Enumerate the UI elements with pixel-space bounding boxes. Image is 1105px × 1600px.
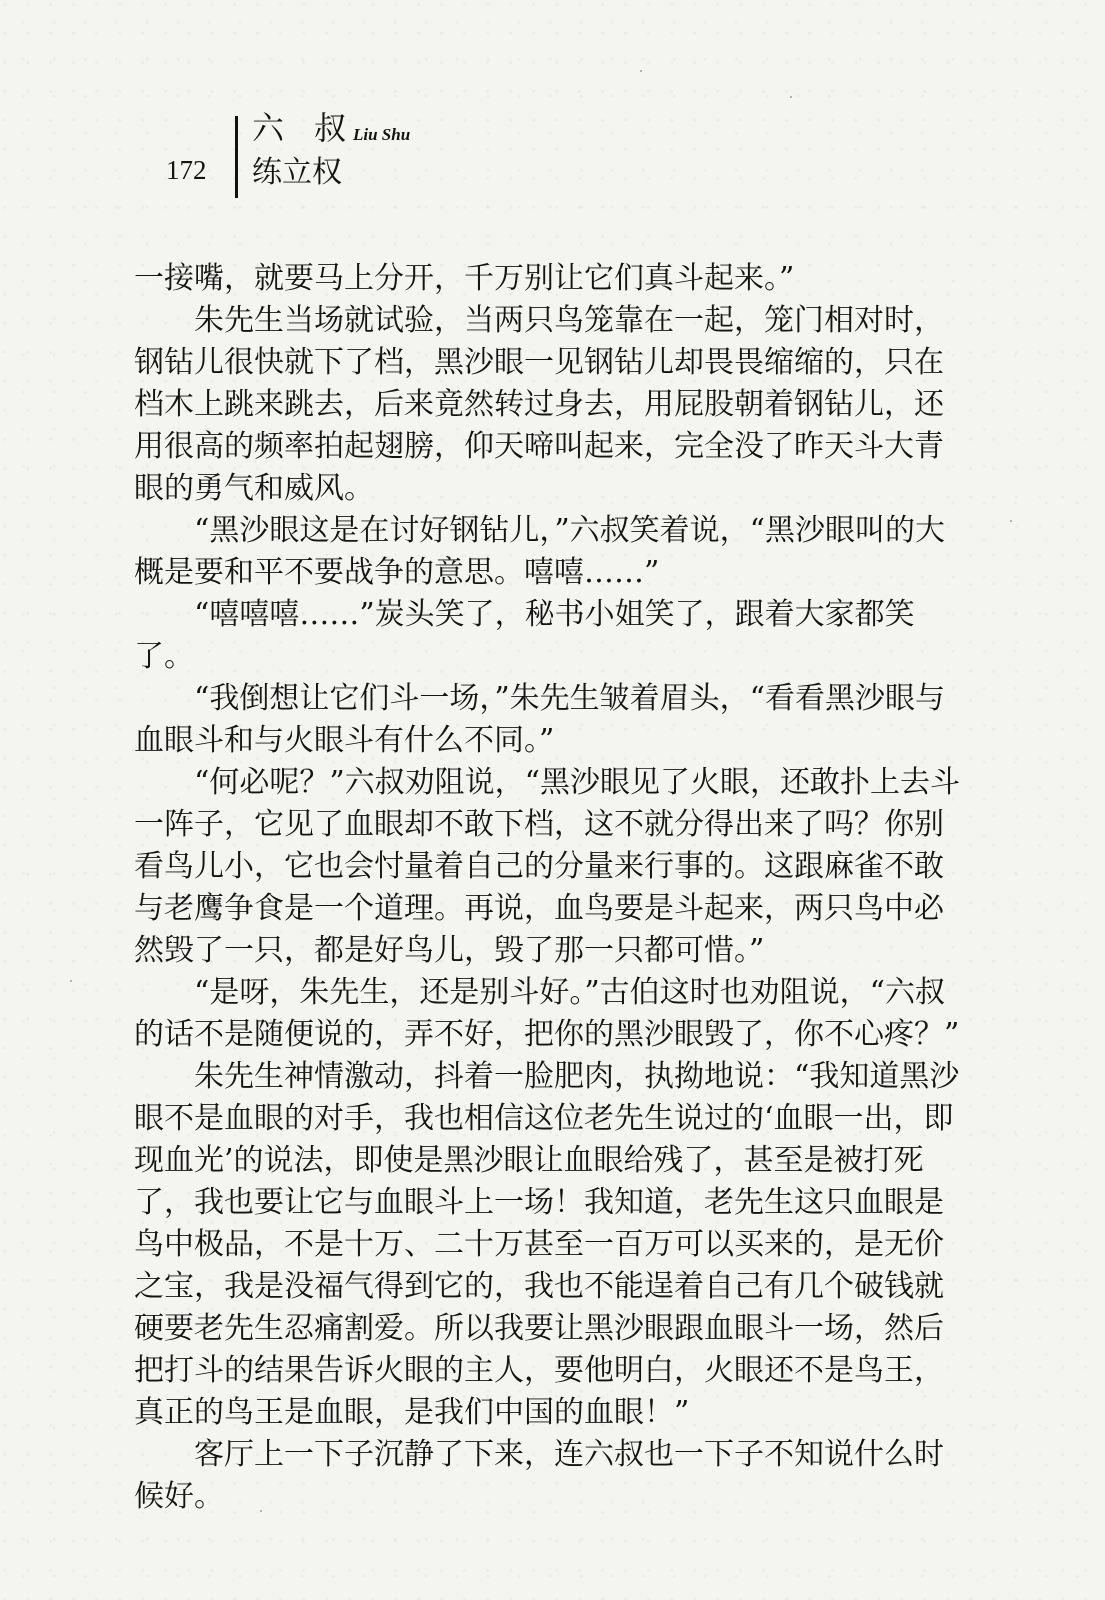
scan-speckle bbox=[640, 70, 642, 72]
paragraph-4: “嘻嘻嘻……”炭头笑了，秘书小姐笑了，跟着大家都笑了。 bbox=[134, 597, 915, 674]
scan-speckle bbox=[260, 1510, 262, 1512]
paragraph-8: 朱先生神情激动，抖着一脸肥肉，执拗地说：“我知道黑沙眼不是血眼的对手，我也相信这位老先生说过的‘血眼一出，即现血光’的说法，即使是黑沙眼让血眼给残了，甚至是被打死了，我也要让它与血眼斗上一场！我知道，老先生这只血眼是鸟中极品，不是十万、二十万甚至一百万可以买来的，是无价之宝，我是没福气得到它的，我也不能逞着自己有几个破钱就硬要老先生忍痛割爱。所以我要让黑沙眼跟血眼斗一场，然后把打斗的结果告诉火眼的主人，要他明白，火眼还不是鸟王，真正的鸟王是血眼，是我们中国的血眼！” bbox=[134, 1059, 960, 1430]
running-header bbox=[160, 109, 480, 202]
paragraph-5: “我倒想让它们斗一场，”朱先生皱着眉头，“看看黑沙眼与血眼斗和与火眼斗有什么不同。” bbox=[134, 681, 946, 758]
story-title: 六 叔 bbox=[252, 109, 357, 147]
scan-speckle bbox=[70, 980, 72, 982]
paragraph-7: “是呀，朱先生，还是别斗好。”古伯这时也劝阻说，“六叔的话不是随便说的，弄不好，把你的黑沙眼毁了，你不心疼？” bbox=[134, 975, 960, 1052]
paragraph-6: “何必呢？”六叔劝阻说，“黑沙眼见了火眼，还敢扑上去斗一阵子，它见了血眼却不敢下档，这不就分得出来了吗？你别看鸟儿小，它也会忖量着自己的分量来行事的。这跟麻雀不敢与老鹰争食是一个道理。再说，血鸟要是斗起来，两只鸟中必然毁了一只，都是好鸟儿，毁了那一只都可惜。” bbox=[134, 765, 961, 968]
paragraph-9: 客厅上一下子沉静了下来，连六叔也一下子不知说什么时候好。 bbox=[134, 1437, 944, 1514]
scan-speckle bbox=[930, 1460, 932, 1462]
author-name: 练立权 bbox=[252, 155, 342, 190]
header-divider bbox=[235, 116, 238, 198]
page-number: 172 bbox=[166, 155, 207, 185]
paragraph-3: “黑沙眼这是在讨好钢钻儿，”六叔笑着说，“黑沙眼叫的大概是要和平不要战争的意思。嘻嘻……” bbox=[134, 513, 946, 590]
body-text bbox=[134, 258, 964, 1518]
story-title-pinyin: Liu Shu bbox=[353, 125, 411, 144]
paragraph-2: 朱先生当场就试验，当两只鸟笼靠在一起，笼门相对时，钢钻儿很快就下了档，黑沙眼一见钢钻儿却畏畏缩缩的，只在档木上跳来跳去，后来竟然转过身去，用屁股朝着钢钻儿，还用很高的频率拍起翅膀，仰天啼叫起来，完全没了昨天斗大青眼的勇气和威风。 bbox=[134, 303, 944, 506]
paragraph-1: 一接嘴，就要马上分开，千万别让它们真斗起来。” bbox=[134, 261, 795, 296]
scan-speckle bbox=[790, 96, 792, 98]
scan-speckle bbox=[1010, 520, 1012, 522]
